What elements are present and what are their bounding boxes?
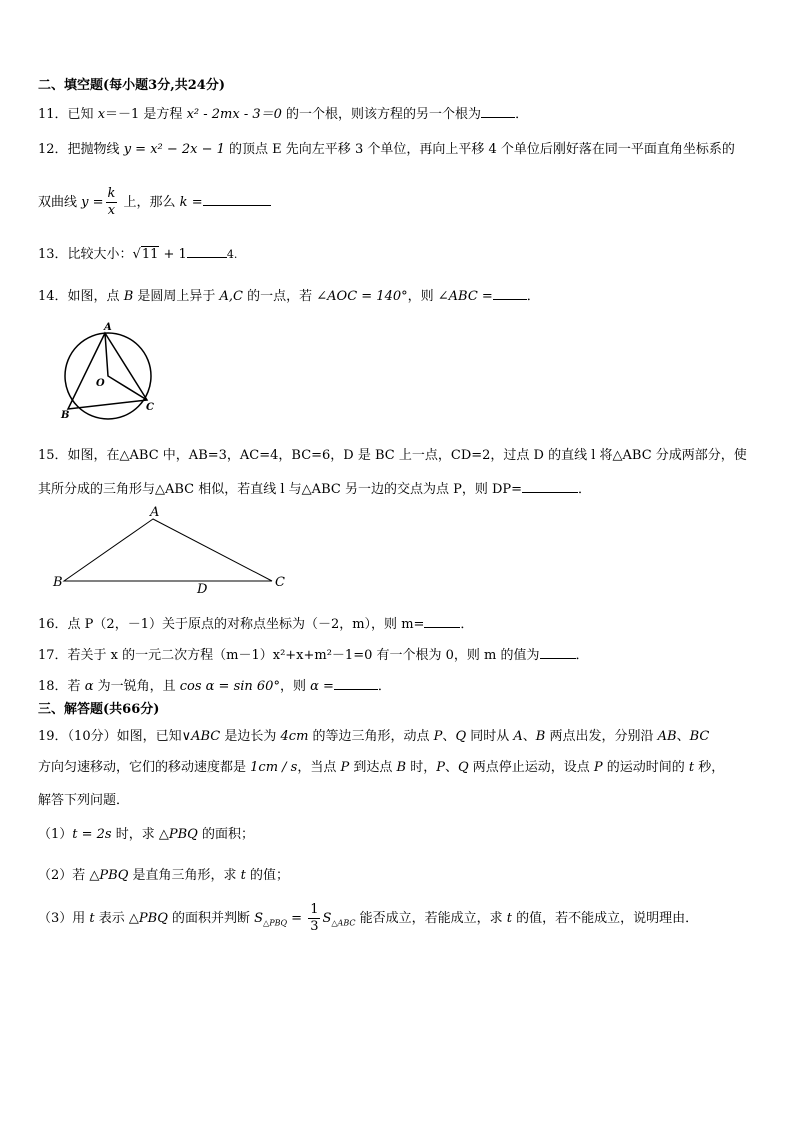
q15-text: 其所分成的三角形与△ABC 相似，若直线 l 与△ABC 另一边的交点为点 P，则 DP= (38, 482, 523, 497)
label-O: O (96, 378, 105, 389)
q12-text: 上，那么 (119, 195, 180, 210)
q13-radicand: 11 (141, 247, 159, 262)
q19-triangle-pbq: △PBQ (89, 868, 129, 883)
fraction-denominator: 3 (310, 919, 319, 934)
q17-text: 17．若关于 x 的一元二次方程（m－1）x²+x+m²－1=0 有一个根为 0，则 m 的值为 (38, 648, 540, 663)
section-title-solutions: 三、解答题(共66分) (38, 702, 160, 717)
q19-text: 两点出发，分别沿 (545, 729, 658, 744)
q19-text: ，当点 (297, 760, 341, 775)
q16-end: ． (460, 617, 474, 632)
answer-blank (493, 286, 527, 300)
fraction-denominator: x (107, 203, 116, 218)
label-D: D (197, 582, 208, 594)
q19-text: 的等边三角形，动点 (308, 729, 434, 744)
q19-text: （2）若 (38, 868, 90, 883)
label-C: C (146, 402, 154, 413)
answer-blank (334, 676, 378, 690)
question-19-part3 (38, 902, 698, 941)
q12-text: 的顶点 E 先向左平移 3 个单位，再向上平移 4 个单位后刚好落在同一平面直角坐标系的 (224, 142, 735, 157)
question-19-line1 (38, 728, 709, 746)
fraction-numerator: k (107, 186, 116, 201)
label-C: C (275, 575, 285, 590)
q18-expr: cos α = sin 60° (179, 679, 280, 694)
area-subscript: △PBQ (263, 918, 288, 928)
answer-blank (203, 192, 271, 206)
q19-text: （3）用 (38, 911, 90, 926)
q14-angle2: ∠ABC = (437, 289, 493, 304)
q12-eq: = (187, 195, 203, 210)
q18-alpha-eq: α = (310, 679, 334, 694)
triangle-ABC (64, 519, 272, 581)
q19-text: 、 (676, 729, 690, 744)
question-14 (38, 286, 540, 306)
q19-var: B (396, 760, 407, 775)
question-12-line1 (38, 141, 735, 159)
q19-var: Q (457, 760, 469, 775)
q19-text: 、 (444, 760, 458, 775)
q19-text: 秒， (694, 760, 725, 775)
figure-15-triangle (50, 502, 300, 594)
q19-text: 的值，若不能成立，说明理由． (511, 911, 699, 926)
q19-text: （1） (38, 827, 73, 842)
q12-text: 12．把抛物线 (38, 142, 124, 157)
q19-text: 时，求 (111, 827, 159, 842)
q12-text: 双曲线 (38, 195, 82, 210)
q18-end: ． (377, 679, 391, 694)
question-19-part1 (38, 826, 254, 844)
q19-var: A (513, 729, 523, 744)
fraction-numerator: 1 (310, 902, 319, 917)
q19-text: 方向匀速移动，它们的移动速度都是 (38, 760, 251, 775)
q18-text: 为一锐角，且 (93, 679, 180, 694)
figure-14-circle (52, 320, 162, 420)
sqrt-sign: √ (132, 247, 141, 262)
q19-text: 表示 (94, 911, 129, 926)
q19-triangle: ∨ABC (181, 729, 221, 744)
q19-var: AB (657, 729, 677, 744)
q19-t-value: t = 2s (72, 827, 112, 842)
q11-text: ＝－1 是方程 (105, 107, 187, 122)
q11-var: x (97, 107, 106, 122)
q19-var: Q (455, 729, 467, 744)
q13-text: 13．比较大小： (38, 247, 133, 262)
area-subscript: △ABC (331, 918, 356, 928)
q12-k: k (179, 195, 188, 210)
question-17 (38, 645, 589, 665)
label-B: B (61, 410, 70, 420)
area-symbol: S (254, 911, 264, 926)
q13-text: 4. (226, 248, 238, 261)
q11-text: 11．已知 (38, 107, 98, 122)
q14-end: ． (526, 289, 540, 304)
q17-end: ． (575, 648, 589, 663)
q12-hyperbola-y: y = (81, 195, 104, 210)
q19-var: P (433, 729, 443, 744)
answer-blank (540, 645, 576, 659)
q19-text: 19．（10分）如图，已知 (38, 729, 182, 744)
q19-var: P (593, 760, 603, 775)
question-13 (38, 244, 237, 264)
q19-var: t (240, 868, 246, 883)
answer-blank (522, 479, 578, 493)
q19-var: BC (689, 729, 710, 744)
q19-var: t (89, 911, 95, 926)
q19-text: 的面积并判断 (167, 911, 255, 926)
q19-var: t (688, 760, 695, 775)
q19-var: P (340, 760, 350, 775)
q19-triangle-pbq: △PBQ (128, 911, 168, 926)
q11-end: ． (515, 107, 529, 122)
q19-length: 4cm (280, 729, 309, 744)
question-16 (38, 614, 473, 634)
q12-fraction (106, 186, 118, 219)
question-19-line2 (38, 759, 724, 777)
question-12-line2 (38, 186, 271, 220)
q15-end: ． (578, 482, 592, 497)
q18-text: 18．若 (38, 679, 85, 694)
q19-text: 、 (522, 729, 536, 744)
q18-alpha: α (84, 679, 94, 694)
q19-text: 的值； (245, 868, 290, 883)
q19-var: t (506, 911, 512, 926)
q14-text: 14．如图，点 (38, 289, 124, 304)
q11-equation: x² - 2mx - 3＝0 (186, 107, 282, 122)
q19-text: 是边长为 (220, 729, 281, 744)
q14-var: A,C (219, 289, 243, 304)
q19-text: 、 (442, 729, 456, 744)
question-19-line3: 解答下列问题． (38, 793, 130, 808)
q12-parabola: y = x² − 2x − 1 (123, 142, 225, 157)
area-symbol: S (322, 911, 332, 926)
section-title-fill-blank: 二、填空题(每小题3分,共24分) (38, 78, 225, 93)
q19-text: 到达点 (349, 760, 397, 775)
question-19-part2 (38, 867, 289, 885)
q19-text: 的运动时间的 (602, 760, 689, 775)
q14-var: B (123, 289, 134, 304)
q14-angle: ∠AOC = 140° (316, 289, 408, 304)
q14-text: ，则 (407, 289, 438, 304)
q19-var: B (535, 729, 546, 744)
q19-text: 时， (406, 760, 437, 775)
q19-text: 的面积； (197, 827, 254, 842)
q19-eq: = (287, 911, 307, 926)
q19-text: 能否成立，若能成立，求 (355, 911, 507, 926)
q19-fraction (308, 902, 320, 935)
question-15-line2 (38, 479, 591, 499)
answer-blank (424, 614, 460, 628)
q11-text: 的一个根，则该方程的另一个根为 (281, 107, 482, 122)
q14-text: 是圆周上异于 (133, 289, 220, 304)
q19-speed: 1cm / s (250, 760, 298, 775)
q19-text: 同时从 (466, 729, 514, 744)
q19-triangle-pbq: △PBQ (158, 827, 198, 842)
q18-text: ，则 (279, 679, 311, 694)
question-15-line1: 15．如图，在△ABC 中，AB=3，AC=4，BC=6，D 是 BC 上一点，CD=2，过点 D 的直线 l 将△ABC 分成两部分，使 (38, 448, 747, 463)
question-11 (38, 104, 528, 124)
question-18 (38, 676, 391, 696)
q16-text: 16．点 P（2，－1）关于原点的对称点坐标为（－2，m），则 m= (38, 617, 425, 632)
q14-text: 的一点，若 (242, 289, 317, 304)
label-A: A (150, 505, 160, 520)
answer-blank (481, 104, 515, 118)
answer-blank (187, 244, 227, 258)
q19-var: P (436, 760, 445, 775)
q13-plus: + 1 (159, 247, 187, 262)
q19-text: 两点停止运动，设点 (468, 760, 594, 775)
label-A: A (104, 322, 112, 333)
q19-text: 是直角三角形，求 (128, 868, 241, 883)
label-B: B (53, 575, 63, 590)
